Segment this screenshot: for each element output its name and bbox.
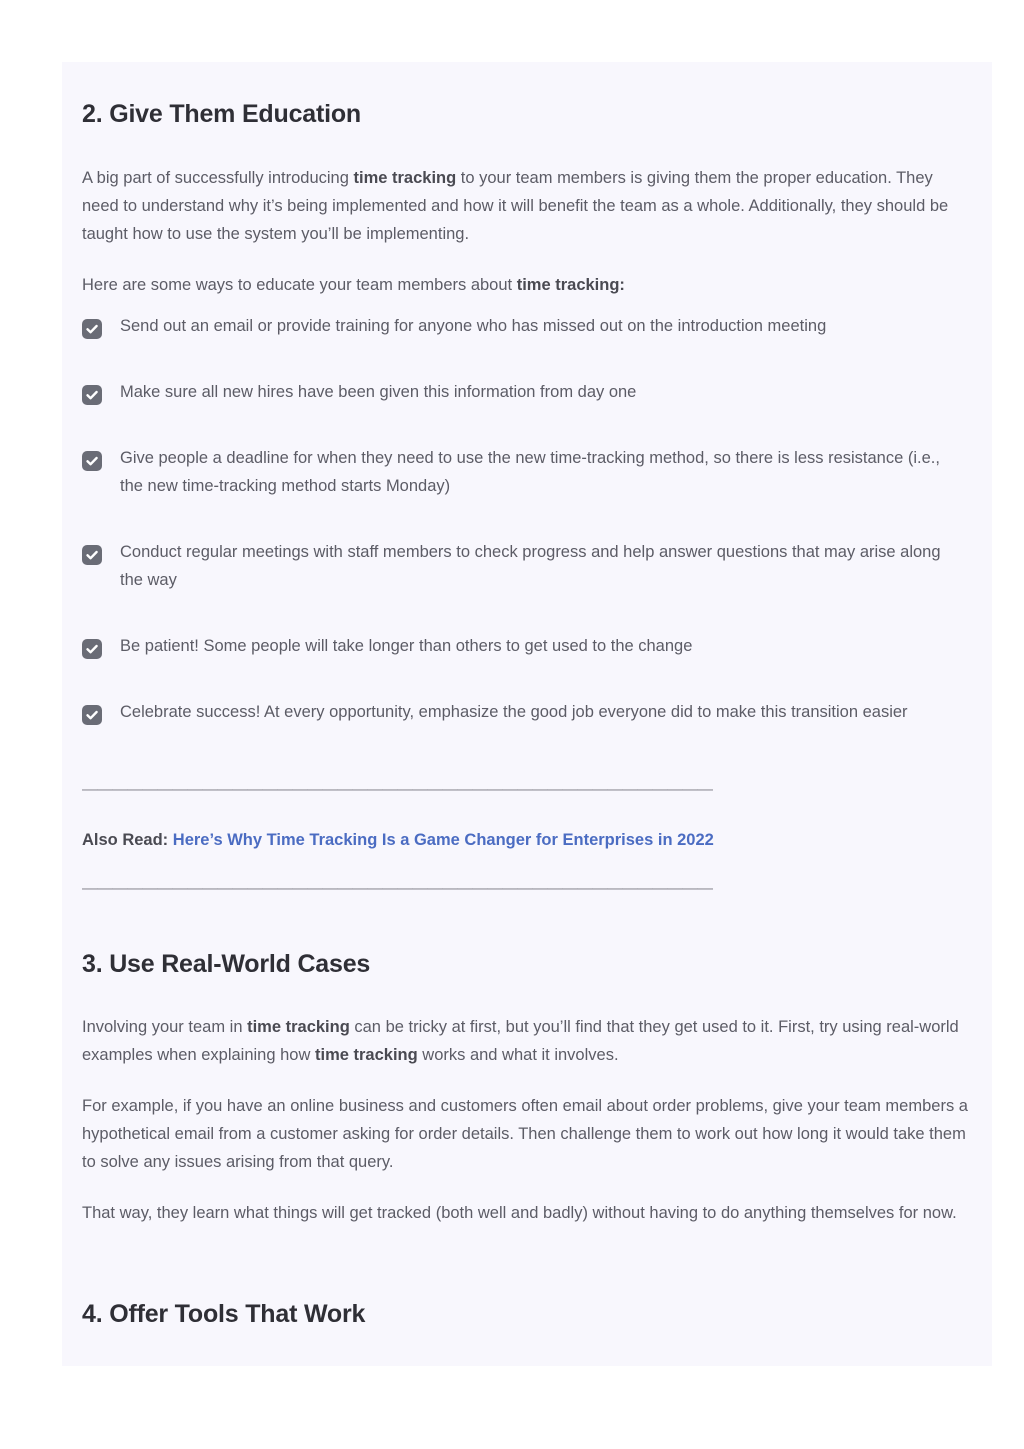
cases-bold-term: time tracking [247, 1018, 350, 1036]
check-badge-icon [82, 385, 102, 405]
cases-paragraph-2: For example, if you have an online business and customers often email about order problems, give your team members a hypothetical email from a customer asking for order details. Then challenge them to work out how long it would take them to solve any issues arising from that query. [82, 1097, 968, 1171]
checklist-item-text: Send out an email or provide training for anyone who has missed out on the introduction meeting [120, 317, 827, 335]
also-read-link[interactable]: Here’s Why Time Tracking Is a Game Changer for Enterprises in 2022 [172, 831, 714, 849]
education-intro-paragraph [82, 164, 972, 248]
cases-paragraph-1 [82, 1013, 972, 1069]
article-card [62, 62, 992, 1366]
intro-bold-term: time tracking [353, 169, 457, 187]
checklist-item-text: Conduct regular meetings with staff members to check progress and help answer questions that may arise along the way [120, 543, 941, 589]
intro-text-start: A big part of successfully introducing [82, 169, 354, 187]
checklist-item-text: Give people a deadline for when they need to use the new time-tracking method, so there is less resistance (i.e., the new time-tracking method starts Monday) [120, 449, 940, 495]
education-ways-paragraph [82, 271, 625, 299]
check-badge-icon [82, 451, 102, 471]
section-heading-education: 2. Give Them Education [82, 100, 361, 128]
also-read-line [82, 826, 714, 854]
cases-text-a: Involving your team in [82, 1018, 248, 1036]
checklist-item-text: Celebrate success! At every opportunity, emphasize the good job everyone did to make this transition easier [120, 703, 908, 721]
check-badge-icon [82, 639, 102, 659]
divider-line: —————————————————————————————————————————— [82, 880, 712, 897]
checklist-item-text: Be patient! Some people will take longer than others to get used to the change [120, 637, 693, 655]
checklist-item-text: Make sure all new hires have been given this information from day one [120, 383, 637, 401]
section-heading-real-world-cases: 3. Use Real-World Cases [82, 950, 371, 978]
divider-line: —————————————————————————————————————————— [82, 781, 712, 798]
check-badge-icon [82, 319, 102, 339]
cases-text-e: works and what it involves. [417, 1046, 619, 1064]
also-read-label: Also Read: [82, 831, 173, 849]
check-badge-icon [82, 545, 102, 565]
cases-bold-term: time tracking [314, 1046, 418, 1064]
intro-text-end: to your team members is giving them the proper education. They need to understand why it’s being implemented and how it will benefit the team as a whole. Additionally, they should be taught how to use the system you’ll be implementing. [82, 169, 949, 243]
ways-text: Here are some ways to educate your team members about [82, 276, 517, 294]
check-badge-icon [82, 705, 102, 725]
ways-bold-term: time tracking: [516, 276, 625, 294]
section-heading-offer-tools: 4. Offer Tools That Work [82, 1300, 366, 1328]
cases-text-c: can be tricky at first, but you’ll find that they get used to it. First, try using real-world examples when explaining how [82, 1018, 959, 1064]
cases-paragraph-3: That way, they learn what things will get tracked (both well and badly) without having to do anything themselves for now. [82, 1204, 957, 1222]
